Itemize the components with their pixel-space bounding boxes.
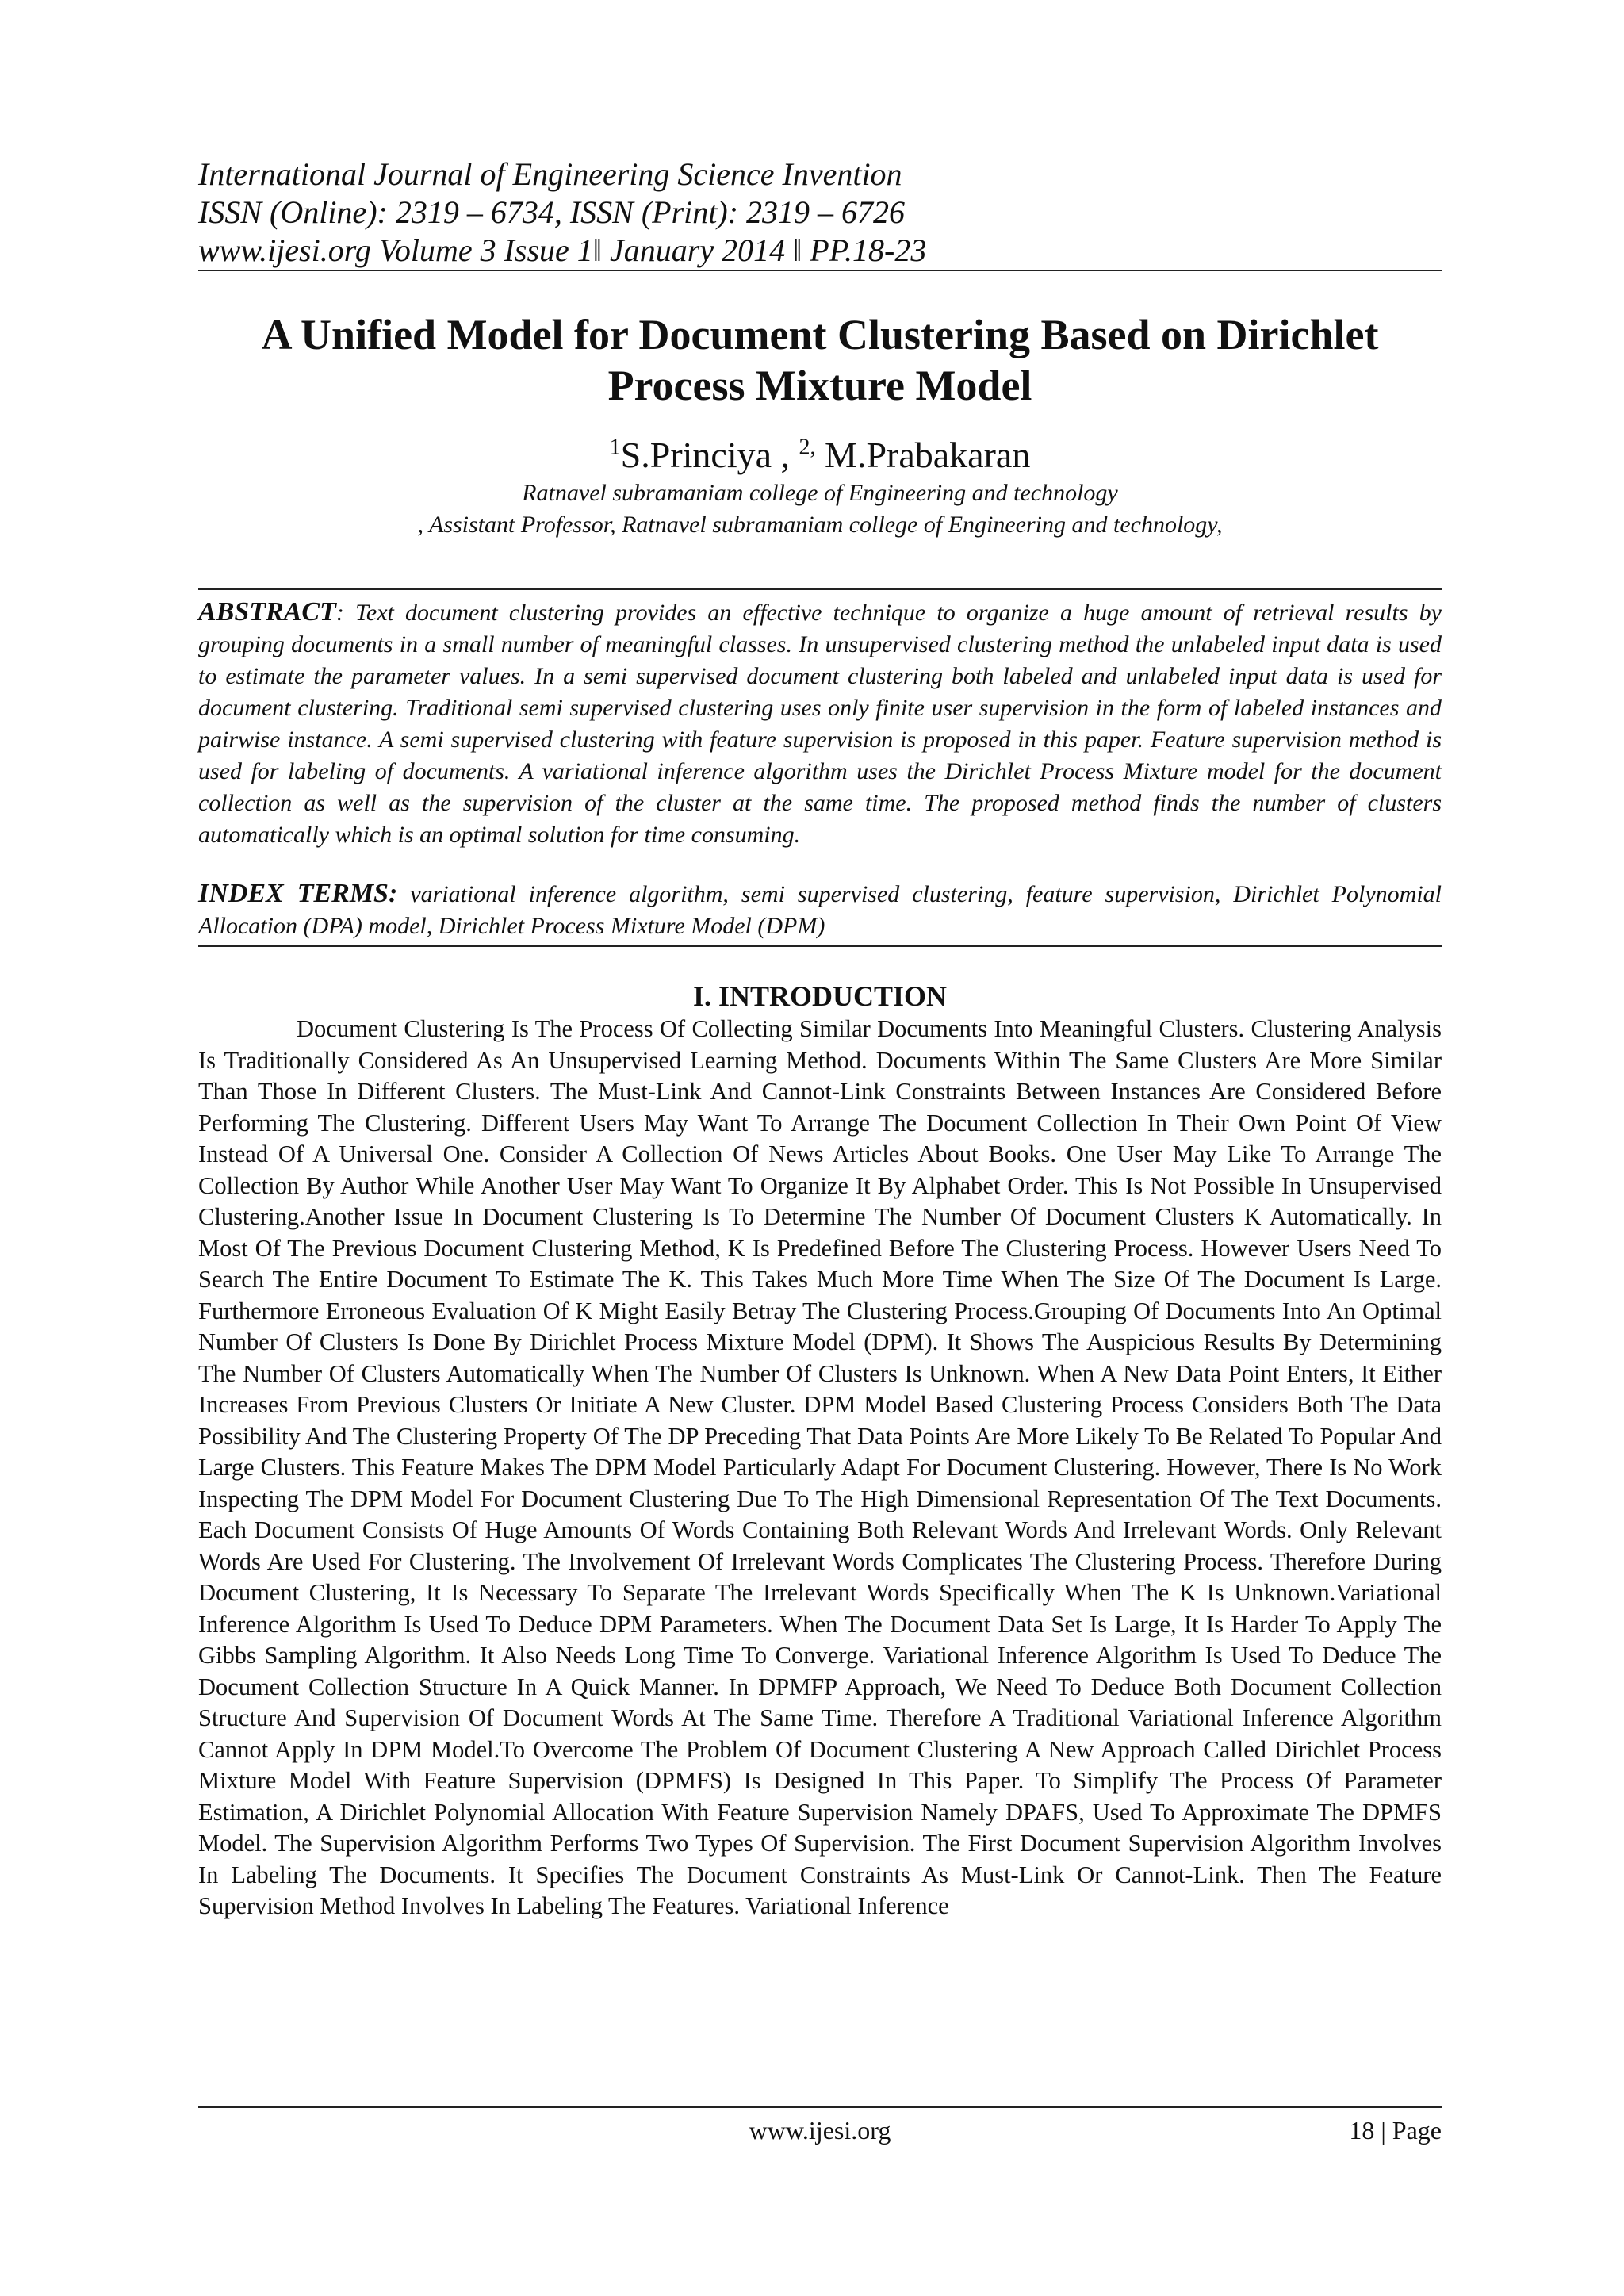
paper-title: A Unified Model for Document Clustering Based on Dirichlet Process Mixture Model [261,311,1379,409]
author-1: S.Princiya , [620,435,799,475]
journal-issn: ISSN (Online): 2319 – 6734, ISSN (Print): 2319 – 6726 [198,194,906,230]
paper-page [198,155,1442,1922]
introduction-paragraph: Document Clustering Is The Process Of Collecting Similar Documents Into Meaningful Clusters. Clustering Analysis Is Traditionally Considered As An Unsupervised Learning Method. Documents Within The Same Clusters Are More Similar Than Those In Different Clusters. The Must-Link And Cannot-Link Constraints Between Instances Are Considered Before Performing The Clustering. Different Users May Want To Arrange The Document Collection In Their Own Point Of View Instead Of A Universal One. Consider A Collection Of News Articles About Books. One User May Like To Arrange The Collection By Author While Another User May Want To Organize It By Alphabet Order. This Is Not Possible In Unsupervised Clustering.Another Issue In Document Clustering Is To Determine The Number Of Document Clusters K Automatically. In Most Of The Previous Document Clustering Method, K Is Predefined Before The Clustering Process. However Users Need To Search The Entire Document To Estimate The K. This Takes Much More Time When The Size Of The Document Is Large. Furthermore Erroneous Evaluation Of K Might Easily Betray The Clustering Process.Grouping Of Documents Into An Optimal Number Of Clusters Is Done By Dirichlet Process Mixture Model (DPM). It Shows The Auspicious Results By Determining The Number Of Clusters Automatically When The Number Of Clusters Is Unknown. When A New Data Point Enters, It Either Increases From Previous Clusters Or Initiate A New Cluster. DPM Model Based Clustering Process Considers Both The Data Possibility And The Clustering Property Of The DP Preceding That Data Points Are More Likely To Be Related To Popular And Large Clusters. This Feature Makes The DPM Model Particularly Adapt For Document Clustering. However, There Is No Work Inspecting The DPM Model For Document Clustering Due To The High Dimensional Representation Of The Text Documents. Each Document Consists Of Huge Amounts Of Words Containing Both Relevant Words And Irrelevant Words. Only Relevant Words Are Used For Clustering. The Involvement Of Irrelevant Words Complicates The Clustering Process. Therefore During Document Clustering, It Is Necessary To Separate The Irrelevant Words Specifically When The K Is Unknown.Variational Inference Algorithm Is Used To Deduce DPM Parameters. When The Document Data Set Is Large, It Is Harder To Apply The Gibbs Sampling Algorithm. It Also Needs Long Time To Converge. Variational Inference Algorithm Is Used To Deduce The Document Collection Structure In A Quick Manner. In DPMFP Approach, We Need To Deduce Both Document Collection Structure And Supervision Of Document Words At The Same Time. Therefore A Traditional Variational Inference Algorithm Cannot Apply In DPM Model.To Overcome The Problem Of Document Clustering A New Approach Called Dirichlet Process Mixture Model With Feature Supervision (DPMFS) Is Designed In This Paper. To Simplify The Process Of Parameter Estimation, A Dirichlet Polynomial Allocation With Feature Supervision Namely DPAFS, Used To Approximate The DPMFS Model. The Supervision Algorithm Performs Two Types Of Supervision. The First Document Supervision Algorithm Involves In Labeling The Documents. It Specifies The Document Constraints As Must-Link Or Cannot-Link. Then The Feature Supervision Method Involves In Labeling The Features. Variational Inference [198,1015,1442,1919]
journal-header [198,155,1442,270]
journal-volume-info: www.ijesi.org Volume 3 Issue 1ǁ January 2014 ǁ PP.18-23 [198,232,927,268]
abstract [198,590,1442,851]
index-terms-text: variational inference algorithm, semi supervised clustering, feature supervision, Dirichlet Polynomial Allocation (DPA) model, Dirichlet Process Mixture Model (DPM) [198,881,1442,939]
abstract-block [198,588,1442,947]
abstract-text: : Text document clustering provides an effective technique to organize a huge amount of retrieval results by grouping documents in a small number of meaningful classes. In unsupervised clustering method the unlabeled input data is used to estimate the parameter values. In a semi supervised document clustering both labeled and unlabeled input data is used for document clustering. Traditional semi supervised clustering uses only finite user supervision in the form of labeled instances and pairwise instance. A semi supervised clustering with feature supervision is proposed in this paper. Feature supervision method is used for labeling of documents. A variational inference algorithm uses the Dirichlet Process Mixture model for the document collection as well as the supervision of the cluster at the same time. The proposed method finds the number of clusters automatically which is an optimal solution for time consuming. [198,600,1442,848]
affiliation-1: Ratnavel subramaniam college of Engineering and technology [522,480,1118,506]
author-2: M.Prabakaran [815,435,1031,475]
footer-row [198,2108,1442,2152]
header-rule [198,270,1442,271]
author1-superscript: 1 [609,435,621,460]
index-terms-label: INDEX TERMS: [198,879,398,908]
footer-website: www.ijesi.org [749,2116,891,2145]
author-list [198,433,1442,477]
affiliation-2: , Assistant Professor, Ratnavel subramaniam college of Engineering and technology, [417,512,1223,538]
section-heading-introduction: I. INTRODUCTION [692,980,948,1012]
footer-page-number: 18 | Page [1349,2116,1442,2145]
page-footer [198,2106,1442,2152]
abstract-bottom-rule [198,945,1442,947]
abstract-label: ABSTRACT [198,597,336,627]
journal-name: International Journal of Engineering Science Invention [198,156,902,192]
author2-superscript: 2, [799,435,816,460]
index-terms [198,878,1442,942]
